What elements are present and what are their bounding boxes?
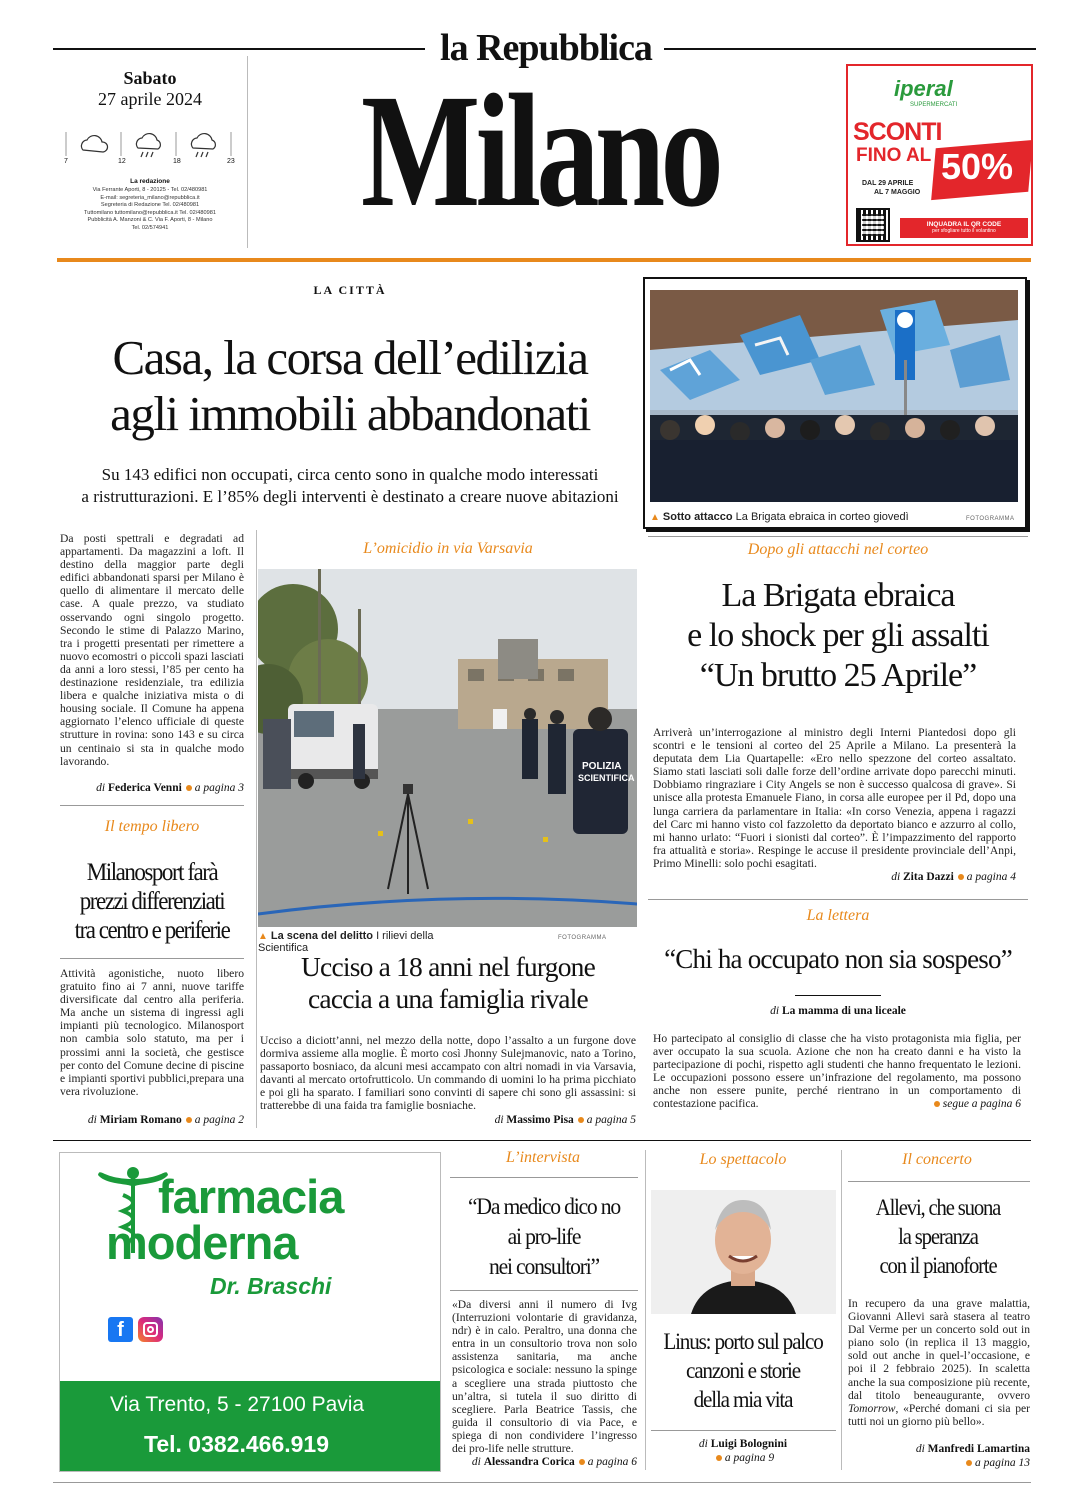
brigata-byline xyxy=(653,871,1016,883)
brigata-caption xyxy=(650,511,950,523)
brand-logo: la Repubblica xyxy=(440,27,652,69)
brigata-headline-line: “Un brutto 25 Aprile” xyxy=(699,657,977,694)
divider xyxy=(795,995,881,996)
column-divider xyxy=(645,1150,646,1470)
redazione-line: Segreteria di Redazione Tel. 02/480981 xyxy=(100,202,200,208)
redazione-line: Pubblicità A. Manzoni & C. Via F. Aporti, 8 - Milano xyxy=(87,217,213,223)
lead-headline-line: Casa, la corsa dell’edilizia xyxy=(112,330,588,385)
bullet-icon xyxy=(186,1117,192,1123)
iperal-fino: FINO AL xyxy=(856,145,932,166)
byline-author: Manfredi Lamartina xyxy=(927,1443,1030,1455)
tempo-headline-line: Milanosport farà xyxy=(86,859,218,886)
tempo-headline xyxy=(63,858,241,945)
farmacia-ad[interactable] xyxy=(59,1152,441,1472)
intervista-headline xyxy=(454,1192,634,1282)
section-rule xyxy=(53,1140,1031,1141)
rain-cloud-icon xyxy=(136,134,160,157)
iperal-logo: iperal xyxy=(894,76,953,101)
lead-byline xyxy=(60,782,244,794)
bullet-icon xyxy=(958,874,964,880)
omicidio-headline xyxy=(258,951,638,1015)
spettacolo-page xyxy=(647,1452,839,1464)
lead-subhead-line: Su 143 edifici non occupati, circa cento sono in qualche modo interessati xyxy=(101,465,599,484)
bullet-icon xyxy=(934,1101,940,1107)
divider xyxy=(648,536,1028,537)
crime-scene-photo xyxy=(258,569,637,927)
redazione-contacts xyxy=(53,187,247,232)
portrait-illustration xyxy=(651,1190,836,1314)
byline-author: Federica Venni xyxy=(108,782,182,794)
byline-author: Miriam Romano xyxy=(99,1114,182,1126)
byline-page[interactable]: a pagina 6 xyxy=(587,1456,637,1468)
byline-page[interactable]: a pagina 4 xyxy=(966,871,1016,883)
byline-di: di xyxy=(891,871,901,883)
qr-code-icon xyxy=(856,208,890,242)
lettera-headline: “Chi ha occupato non sia sospeso” xyxy=(664,944,1012,974)
weather-icons xyxy=(63,128,243,168)
tempo-byline xyxy=(60,1114,244,1126)
cloud-icon xyxy=(81,136,107,152)
photo-credit: FOTOGRAMMA xyxy=(558,935,607,941)
concerto-headline-line: con il pianoforte xyxy=(879,1253,997,1278)
triangle-icon: ▲ xyxy=(650,512,660,523)
concerto-page xyxy=(848,1457,1030,1469)
intervista-body: «Da diversi anni il numero di Ivg (Interruzioni volontarie di gravidanza, ndr) è in calo. Peraltro, una donna che entra in un consultorio trova non solo assistenza sanitaria, ma anche psicologica e sociale: nessuno la spinge a scegliere una strada piuttosto che un’altra, si tutela il suo diritto di scegliere. Parla Beatrice Tassis, che guida il consultorio di via Pace, e spiega di non condividere l’ingresso dei pro-life nelle strutture. xyxy=(452,1298,637,1456)
lead-subhead-line: a ristrutturazioni. E l’85% degli interventi è destinato a creare nuove abitazioni xyxy=(81,487,619,506)
intervista-byline xyxy=(452,1456,637,1468)
bullet-icon xyxy=(716,1455,722,1461)
spettacolo-headline xyxy=(655,1328,831,1415)
lettera-kicker: La lettera xyxy=(806,907,870,924)
byline-author: La mamma di una liceale xyxy=(781,1005,906,1017)
divider xyxy=(450,1177,638,1178)
omicidio-headline-line: caccia a una famiglia rivale xyxy=(308,983,588,1014)
byline-di: di xyxy=(87,1114,97,1126)
farmacia-phone[interactable]: Tel. 0382.466.919 xyxy=(144,1431,329,1457)
farmacia-doctor: Dr. Braschi xyxy=(210,1273,332,1299)
lettera-continue xyxy=(653,1098,1021,1110)
day-label: Sabato xyxy=(123,68,177,88)
date-block xyxy=(53,56,248,248)
intervista-kicker: L’intervista xyxy=(505,1149,581,1166)
omicidio-body: Ucciso a diciott’anni, nel mezzo della notte, dopo l’assalto a un furgone dove dormiva assieme alla moglie. È morto così Jhonny Sulejmanovic, nato a Torino, passaporto bosniaco, da alcuni mesi accampato con altri nomadi in via Varsavia, davanti al mercato ortofrutticolo. Un commando di uomini lo ha prima picchiato e poi gli ha sparato. I familiari sono convinti di sapere chi sono gli assassini: si tratterebbe di una faida tra famiglie bosniache. xyxy=(260,1034,636,1113)
iperal-dates xyxy=(862,179,920,197)
tempo-body: Attività agonistiche, nuoto libero gratuito fino ai 7 anni, nuove tariffe diversificate dal centro alla periferia. Ma anche un sistema di ingressi agli impianti più tecnologico. Milanosport non cambia solo statuto, ma per i prossimi anni la società, che gestisce per conto del Comune decine di piscine e impianti sportivi pubblici,prepara una vera rivoluzione. xyxy=(60,967,244,1098)
divider xyxy=(648,899,1028,900)
caption-bold: Sotto attacco xyxy=(662,511,733,523)
page-bottom-rule xyxy=(53,1482,1031,1483)
section-label: LA CITTÀ xyxy=(313,283,387,297)
divider xyxy=(848,1181,1030,1182)
redazione-line: E-mail: segreteria_milano@repubblica.it xyxy=(100,194,200,201)
redazione-title: La redazione xyxy=(130,178,170,185)
brigata-headline xyxy=(642,576,1034,696)
byline-di: di xyxy=(471,1456,481,1468)
qr-sub: per sfogliare tutto il volantino xyxy=(932,228,996,234)
byline-di: di xyxy=(915,1443,925,1455)
divider xyxy=(651,1430,836,1431)
svg-text:SCIENTIFICA: SCIENTIFICA xyxy=(578,773,635,783)
continue-link[interactable]: segue a pagina 6 xyxy=(942,1098,1021,1110)
concerto-headline xyxy=(850,1193,1026,1280)
instagram-icon[interactable] xyxy=(138,1317,163,1342)
caption-text: La Brigata ebraica in corteo giovedì xyxy=(735,511,909,523)
brigata-photo xyxy=(650,290,1018,502)
vest-text: POLIZIA xyxy=(582,761,622,772)
temp-3: 23 xyxy=(227,158,235,165)
concerto-byline xyxy=(848,1443,1030,1455)
divider xyxy=(60,805,244,806)
temp-2: 18 xyxy=(173,158,181,165)
divider xyxy=(60,958,244,959)
spettacolo-headline-line: della mia vita xyxy=(693,1387,793,1413)
brigata-body: Arriverà un’interrogazione al ministro degli Interni Piantedosi dopo gli scontri e le tensioni al corteo del 25 Aprile a Milano. La presenterà la deputata dem Lia Quartapelle: «Ero nello spezzone del corteo assaltato. Siamo stati lasciati soli dalle forze dell’ordine arrivate dopo parecchi minuti. Dobbiamo ringraziare i City Angels se non è successo qualcosa di grave». Si unisce alla protesta Emanuele Fiano, in corsa alle europee per il Pd, dopo una lunga carriera da parlamentare in Italia: «In corso Venezia, appena i ragazzi del Carc mi hanno visto col fazzoletto da deportato bianco e azzurro al collo, mi hanno urlato: “Fuori i sionisti dal corteo”. È l’impazzimento del rapporto fra attualità e storia». Respinge le accuse il presidente provinciale dell’Anpi, Primo Minelli: solo pochi esagitati. xyxy=(653,726,1016,870)
header-accent-rule xyxy=(57,258,1031,262)
byline-author: Massimo Pisa xyxy=(506,1114,574,1126)
intervista-headline-line: ai pro-life xyxy=(507,1224,581,1250)
redazione-line: Via Ferrante Aporti, 8 - 20125 - Tel. 02/480981 xyxy=(92,187,208,193)
iperal-ad[interactable] xyxy=(846,64,1033,246)
crime-scene-illustration xyxy=(258,569,637,927)
lead-body: Da posti spettrali e degradati ad appartamenti. Da magazzini a loft. Il destino della maggior parte degli edifici abbandonati sparsi per Milano è quello di alimentare il mercato delle case. A quale prezzo, va studiato osservando ogni singolo progetto. Secondo le stime di Palazzo Marino, tra i progetti presentati per rimettere a nuovo ecomostri o piccoli spazi lasciati da anni a loro stessi, l’85 per cento ha destinazione residenziale, tra edilizia libera e qualche iniziativa mista o di housing sociale. Il Comune ha appena aggiornato l’elenco ufficiale di queste strutture in rovina: sono 143 e su circa un centinaio si sta in qualche modo lavorando. xyxy=(60,532,244,768)
concerto-body-text: In recupero da una grave malattia, Giovanni Allevi sarà stasera al teatro Dal Verme per un concerto sold out in piano solo (in replica il 13 maggio, sold out anche in quel-l’occasione, e poi il 2 febbraio 2025). In scaletta anche la sua composizione più recente, dal titolo beneaugurante, ovvero xyxy=(848,1297,1030,1402)
redazione-line: Tel. 02/574941 xyxy=(131,224,169,231)
byline-page[interactable]: a pagina 3 xyxy=(194,782,244,794)
omicidio-byline xyxy=(260,1114,636,1126)
lettera-body: Ho partecipato al consiglio di classe che ha visto protagonista mia figlia, per aver occupato la sua scuola. Azione che non ha creato danni e ha visto la partecipazione di pochi, rispetto agli studenti che hanno frequentato le lezioni. Le occupazioni possono essere un’infrazione del regolamento, ma possono anche non essere punite, perché rientrano in un comportamento di contestazione pacifica. xyxy=(653,1032,1021,1111)
date-label: 27 aprile 2024 xyxy=(98,89,202,109)
concerto-headline-line: la speranza xyxy=(898,1224,978,1249)
spettacolo-headline-line: canzoni e storie xyxy=(685,1358,800,1384)
brigata-kicker: Dopo gli attacchi nel corteo xyxy=(747,541,929,558)
photo-credit: FOTOGRAMMA xyxy=(966,516,1015,522)
byline-page[interactable]: a pagina 2 xyxy=(194,1114,244,1126)
bullet-icon xyxy=(966,1460,972,1466)
farmacia-line1: farmacia xyxy=(158,1170,344,1223)
lead-headline-line: agli immobili abbandonati xyxy=(110,386,590,441)
byline-page[interactable]: a pagina 9 xyxy=(724,1452,775,1464)
lettera-byline xyxy=(648,1005,1028,1017)
omicidio-headline-line: Ucciso a 18 anni nel furgone xyxy=(300,951,595,982)
spettacolo-headline-line: Linus: porto sul palco xyxy=(663,1329,823,1355)
farmacia-line2: moderna xyxy=(106,1216,298,1269)
redazione-line: Tuttomilano tuttomilano@repubblica.it Tel. 02/480981 xyxy=(84,209,216,216)
iperal-sconti: SCONTI xyxy=(853,118,942,146)
triangle-icon: ▲ xyxy=(258,931,268,942)
farmacia-contact-band xyxy=(60,1381,441,1472)
masthead-rule-left xyxy=(53,48,425,50)
byline-di: di xyxy=(96,782,106,794)
bullet-icon xyxy=(186,785,192,791)
divider xyxy=(450,1290,638,1291)
weather-strip xyxy=(63,128,237,168)
temp-0: 7 xyxy=(64,158,68,165)
lead-headline xyxy=(40,330,660,442)
tempo-kicker: Il tempo libero xyxy=(104,818,200,835)
temp-1: 12 xyxy=(118,158,126,165)
concerto-headline-line: Allevi, che suona xyxy=(875,1195,1001,1220)
bullet-icon xyxy=(578,1117,584,1123)
concerto-body xyxy=(848,1297,1030,1428)
tempo-headline-line: tra centro e periferie xyxy=(74,917,230,944)
farmacia-address: Via Trento, 5 - 27100 Pavia xyxy=(110,1393,365,1416)
rain-cloud-icon xyxy=(191,134,215,157)
iperal-percent: 50% xyxy=(941,146,1014,187)
column-divider xyxy=(256,530,257,1128)
byline-author: Luigi Bolognini xyxy=(710,1438,788,1450)
qr-banner xyxy=(900,218,1028,238)
masthead-rule-right xyxy=(664,48,1036,50)
byline-author: Alessandra Corica xyxy=(483,1456,575,1468)
bullet-icon xyxy=(579,1459,585,1465)
caption-text: I rilievi della Scientifica xyxy=(258,930,434,954)
brigata-headline-line: e lo shock per gli assalti xyxy=(687,617,989,654)
iperal-date-2: AL 7 MAGGIO xyxy=(874,189,921,196)
byline-di: di xyxy=(494,1114,504,1126)
byline-di: di xyxy=(770,1005,780,1017)
intervista-headline-line: “Da medico dico no xyxy=(468,1194,620,1220)
iperal-date-1: DAL 29 APRILE xyxy=(862,180,914,187)
qr-label: INQUADRA IL QR CODE xyxy=(926,221,1002,228)
concerto-kicker: Il concerto xyxy=(902,1151,972,1168)
intervista-headline-line: nei consultori” xyxy=(489,1254,599,1280)
brigata-illustration xyxy=(650,290,1018,502)
byline-page[interactable]: a pagina 13 xyxy=(975,1457,1030,1469)
lead-subhead xyxy=(50,464,650,508)
byline-author: Zita Dazzi xyxy=(903,871,954,883)
concerto-title: Tomorrow xyxy=(848,1401,896,1415)
byline-page[interactable]: a pagina 5 xyxy=(586,1114,636,1126)
omicidio-kicker: L’omicidio in via Varsavia xyxy=(363,540,533,557)
tempo-headline-line: prezzi differenziati xyxy=(79,888,225,915)
iperal-sub: SUPERMERCATI xyxy=(910,102,958,108)
spettacolo-kicker: Lo spettacolo xyxy=(699,1151,787,1168)
facebook-icon[interactable]: f xyxy=(108,1317,133,1342)
edition-title: Milano xyxy=(360,62,720,241)
concerto-body-text: , «Perché domani ci sia per tutti noi un giorno più bello». xyxy=(848,1401,1030,1428)
byline-di: di xyxy=(698,1438,708,1450)
linus-photo xyxy=(651,1190,836,1314)
column-divider xyxy=(841,1150,842,1470)
caption-bold: La scena del delitto xyxy=(270,930,373,942)
spettacolo-byline xyxy=(647,1438,839,1450)
brigata-headline-line: La Brigata ebraica xyxy=(721,577,955,614)
